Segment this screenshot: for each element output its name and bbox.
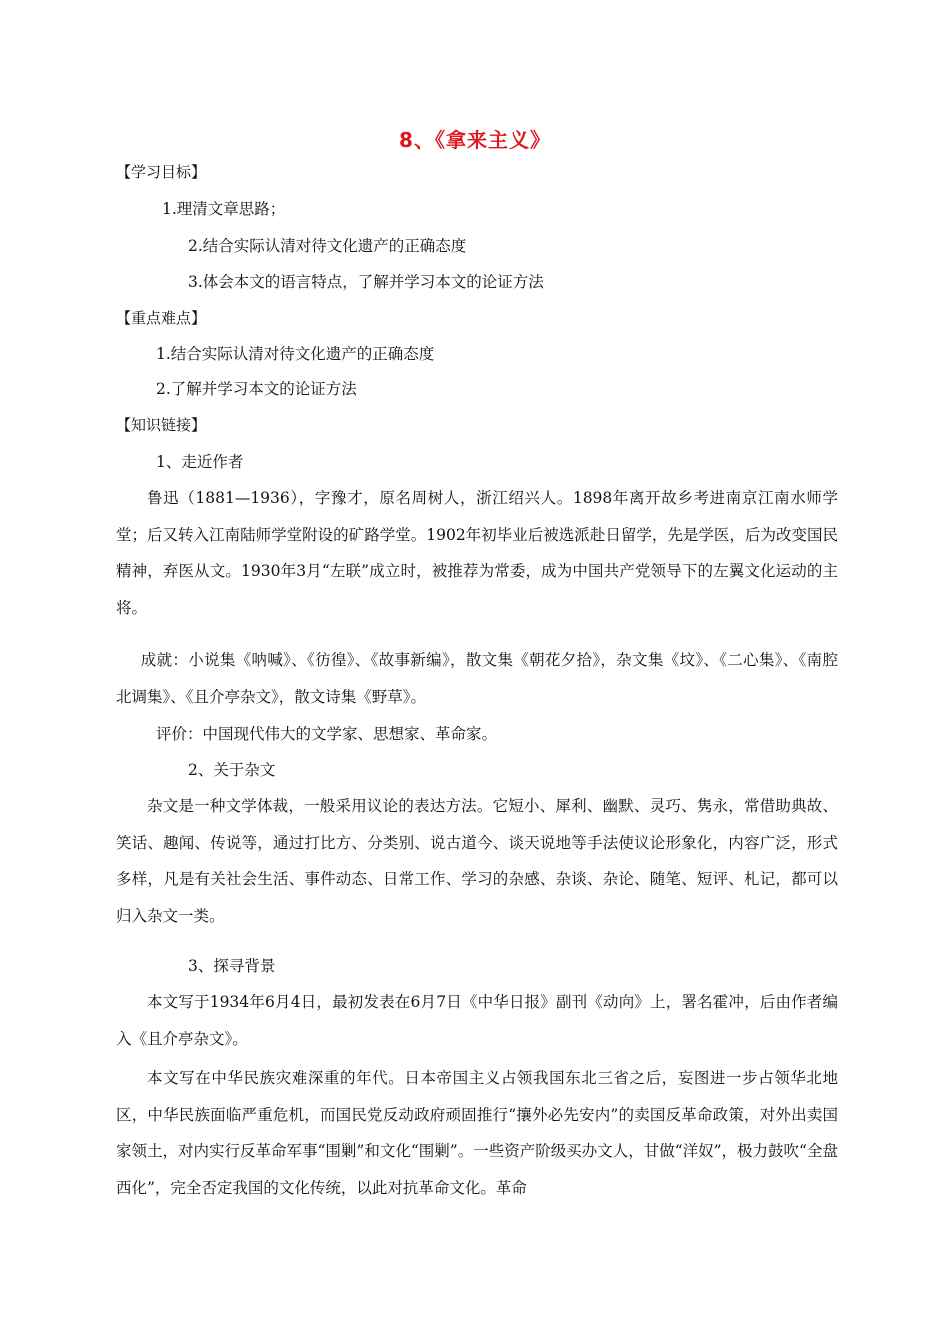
background-paragraph-1: 本文写于1934年6月4日，最初发表在6月7日《中华日报》副刊《动向》上，署名霍冲，后由作者编入《且介亭杂文》。 [116,993,838,1048]
subheading-author: 1、走近作者 [156,453,244,471]
section-heading-goals: 【学习目标】 [116,163,207,181]
author-achievement-paragraph: 成就：小说集《呐喊》、《彷徨》、《故事新编》，散文集《朝花夕拾》，杂文集《坟》、《二心集》、《南腔北调集》、《且介亭杂文》，散文诗集《野草》。 [116,651,838,706]
goal-item-1: 1.理清文章思路； [162,200,286,218]
section-heading-knowledge: 【知识链接】 [116,416,207,434]
author-evaluation: 评价：中国现代伟大的文学家、思想家、革命家。 [156,725,498,743]
zawen-paragraph: 杂文是一种文学体裁，一般采用议论的表达方法。它短小、犀利、幽默、灵巧、隽永，常借助典故、笑话、趣闻、传说等，通过打比方、分类别、说古道今、谈天说地等手法使议论形象化，内容广泛，形式多样，凡是有关社会生活、事件动态、日常工作、学习的杂感、杂谈、杂论、随笔、短评、札记，都可以归入杂文一类。 [116,797,838,925]
document-title: 8、《拿来主义》 [399,128,551,152]
background-paragraph-2: 本文写在中华民族灾难深重的年代。日本帝国主义占领我国东北三省之后，妄图进一步占领华北地区，中华民族面临严重危机，而国民党反动政府顽固推行“攘外必先安内”的卖国反革命政策，对外出卖国家领土，对内实行反革命军事“围剿”和文化“围剿”。一些资产阶级买办文人，甘做“洋奴”，极力鼓吹“全盘西化”，完全否定我国的文化传统，以此对抗革命文化。革命 [116,1069,838,1197]
goal-item-2: 2.结合实际认清对待文化遗产的正确态度 [188,237,467,255]
key-item-1: 1.结合实际认清对待文化遗产的正确态度 [156,345,435,363]
section-heading-key-points: 【重点难点】 [116,309,207,327]
key-item-2: 2.了解并学习本文的论证方法 [156,380,357,398]
subheading-background: 3、探寻背景 [188,957,276,975]
goal-item-3: 3.体会本文的语言特点，了解并学习本文的论证方法 [188,273,544,291]
author-bio-paragraph: 鲁迅（1881—1936），字豫才，原名周树人，浙江绍兴人。1898年离开故乡考进南京江南水师学堂；后又转入江南陆师学堂附设的矿路学堂。1902年初毕业后被选派赴日留学，先是学医，后为改变国民精神，弃医从文。1930年3月“左联”成立时，被推荐为常委，成为中国共产党领导下的左翼文化运动的主将。 [116,489,838,617]
subheading-zawen: 2、关于杂文 [188,761,276,779]
